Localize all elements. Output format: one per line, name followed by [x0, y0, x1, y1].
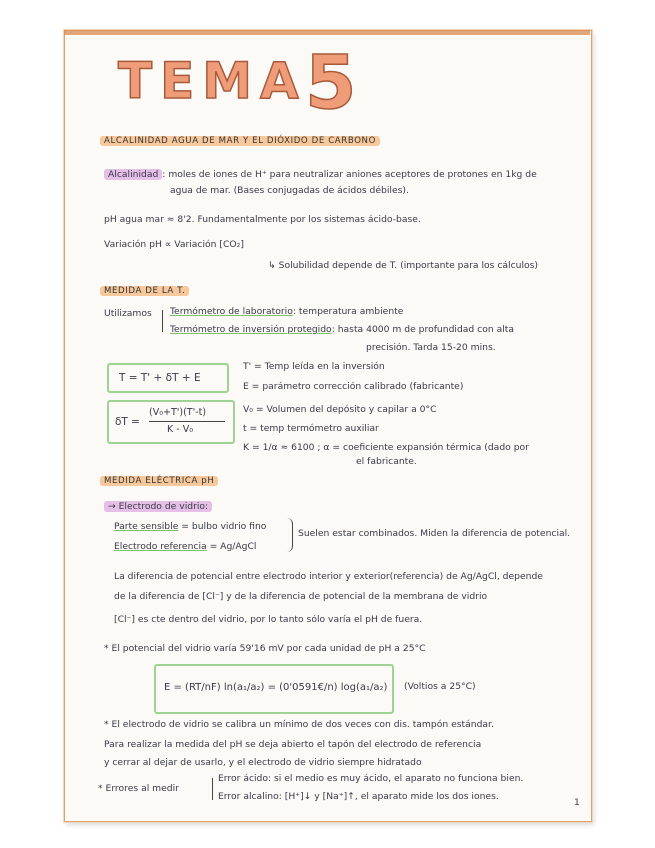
potencial-vidrio: * El potencial del vidrio varía 59'16 mV por cada unidad de pH a 25°C: [104, 643, 426, 654]
formula-dt-numerator: (V₀+T')(T'-t): [149, 407, 207, 418]
title-word: TEMA: [118, 52, 307, 110]
nernst-equation: E = (RT/nF) ln(a₁/a₂) = (0'0591€/n) log(a₁/a₂): [164, 682, 388, 693]
nernst-box: [154, 664, 394, 714]
diferencia-potencial-line1: La diferencia de potencial entre electrodo interior y exterior(referencia) de Ag/AgCl, depende: [114, 571, 543, 582]
page-number: 1: [574, 797, 580, 808]
legend-k: K = 1/α ≈ 6100 ; α = coeficiente expansión térmica (dado por: [243, 442, 529, 453]
nernst-note: (Voltios a 25°C): [404, 681, 476, 692]
thermometer-inversion-line2: precisión. Tarda 15-20 mins.: [366, 342, 496, 353]
formula-box-dt: [107, 400, 235, 444]
legend-e: E = parámetro corrección calibrado (fabricante): [243, 381, 464, 392]
error-acido: Error ácido: si el medio es muy ácido, el aparato no funciona bien.: [218, 773, 524, 784]
thermometer-bracket: [162, 310, 163, 332]
title-number: 5: [305, 40, 357, 126]
solubilidad-note: ↳ Solubilidad depende de T. (importante para los cálculos): [268, 260, 538, 271]
alcalinidad-definition-line2: agua de mar. (Bases conjugadas de ácidos débiles).: [170, 185, 409, 196]
calibracion-line3: y cerrar al dejar de usarlo, y el electrodo de vidrio siempre hidratado: [104, 757, 422, 768]
legend-v0: V₀ = Volumen del depósito y capilar a 0°C: [243, 404, 437, 415]
ph-agua-mar: pH agua mar ≈ 8'2. Fundamentalmente por los sistemas ácido-base.: [104, 214, 421, 225]
suelen-combinados: Suelen estar combinados. Miden la diferencia de potencial.: [298, 528, 571, 539]
alcalinidad-definition: Alcalinidad : moles de iones de H⁺ para neutralizar aniones aceptores de protones en 1kg de: [104, 168, 537, 182]
section3-heading: MEDIDA ELÉCTRICA pH: [100, 474, 218, 488]
electrodo-vidrio: → Electrodo de vidrio:: [104, 500, 212, 514]
legend-t-prime: T' = Temp leída en la inversión: [243, 361, 385, 372]
cl-constante: [Cl⁻] es cte dentro del vidrio, por lo tanto sólo varía el pH de fuera.: [114, 614, 423, 625]
errores-bracket: [212, 778, 213, 800]
page-top-edge: [64, 30, 590, 35]
calibracion-line2: Para realizar la medida del pH se deja abierto el tapón del electrodo de referencia: [104, 739, 482, 750]
variacion-ph: Variación pH ∝ Variación [CO₂]: [104, 239, 244, 250]
utilizamos-label: Utilizamos: [104, 308, 152, 319]
legend-k-line2: el fabricante.: [356, 456, 417, 467]
formula-t: T = T' + δT + E: [119, 372, 201, 384]
electrodo-referencia: Electrodo referencia = Ag/AgCl: [114, 541, 257, 552]
electrodo-bracket: [286, 518, 293, 552]
formula-dt-lhs: δT =: [115, 416, 140, 428]
fraction-bar: [149, 421, 225, 422]
formula-box-t: [107, 363, 229, 393]
section2-heading: MEDIDA DE LA T.: [100, 284, 189, 298]
thermometer-inversion: Termómetro de inversión protegido: hasta 4000 m de profundidad con alta: [170, 324, 515, 335]
section1-heading: ALCALINIDAD AGUA DE MAR Y EL DIÓXIDO DE CARBONO: [100, 134, 380, 148]
calibracion-line1: * El electrodo de vidrio se calibra un mínimo de dos veces con dis. tampón estándar.: [104, 719, 494, 730]
legend-t: t = temp termómetro auxiliar: [243, 423, 379, 434]
alcalinidad-term: Alcalinidad: [104, 169, 162, 180]
errores-al-medir: * Errores al medir: [98, 783, 179, 794]
error-alcalino: Error alcalino: [H⁺]↓ y [Na⁺]↑, el aparato mide los dos iones.: [218, 791, 499, 802]
diferencia-potencial-line2: de la diferencia de [Cl⁻] y de la diferencia de potencial de la membrana de vidrio: [114, 591, 488, 602]
thermometer-lab: Termómetro de laboratorio: temperatura ambiente: [170, 306, 404, 317]
formula-dt-denominator: K - V₀: [167, 424, 194, 435]
parte-sensible: Parte sensible = bulbo vidrio fino: [114, 521, 267, 532]
